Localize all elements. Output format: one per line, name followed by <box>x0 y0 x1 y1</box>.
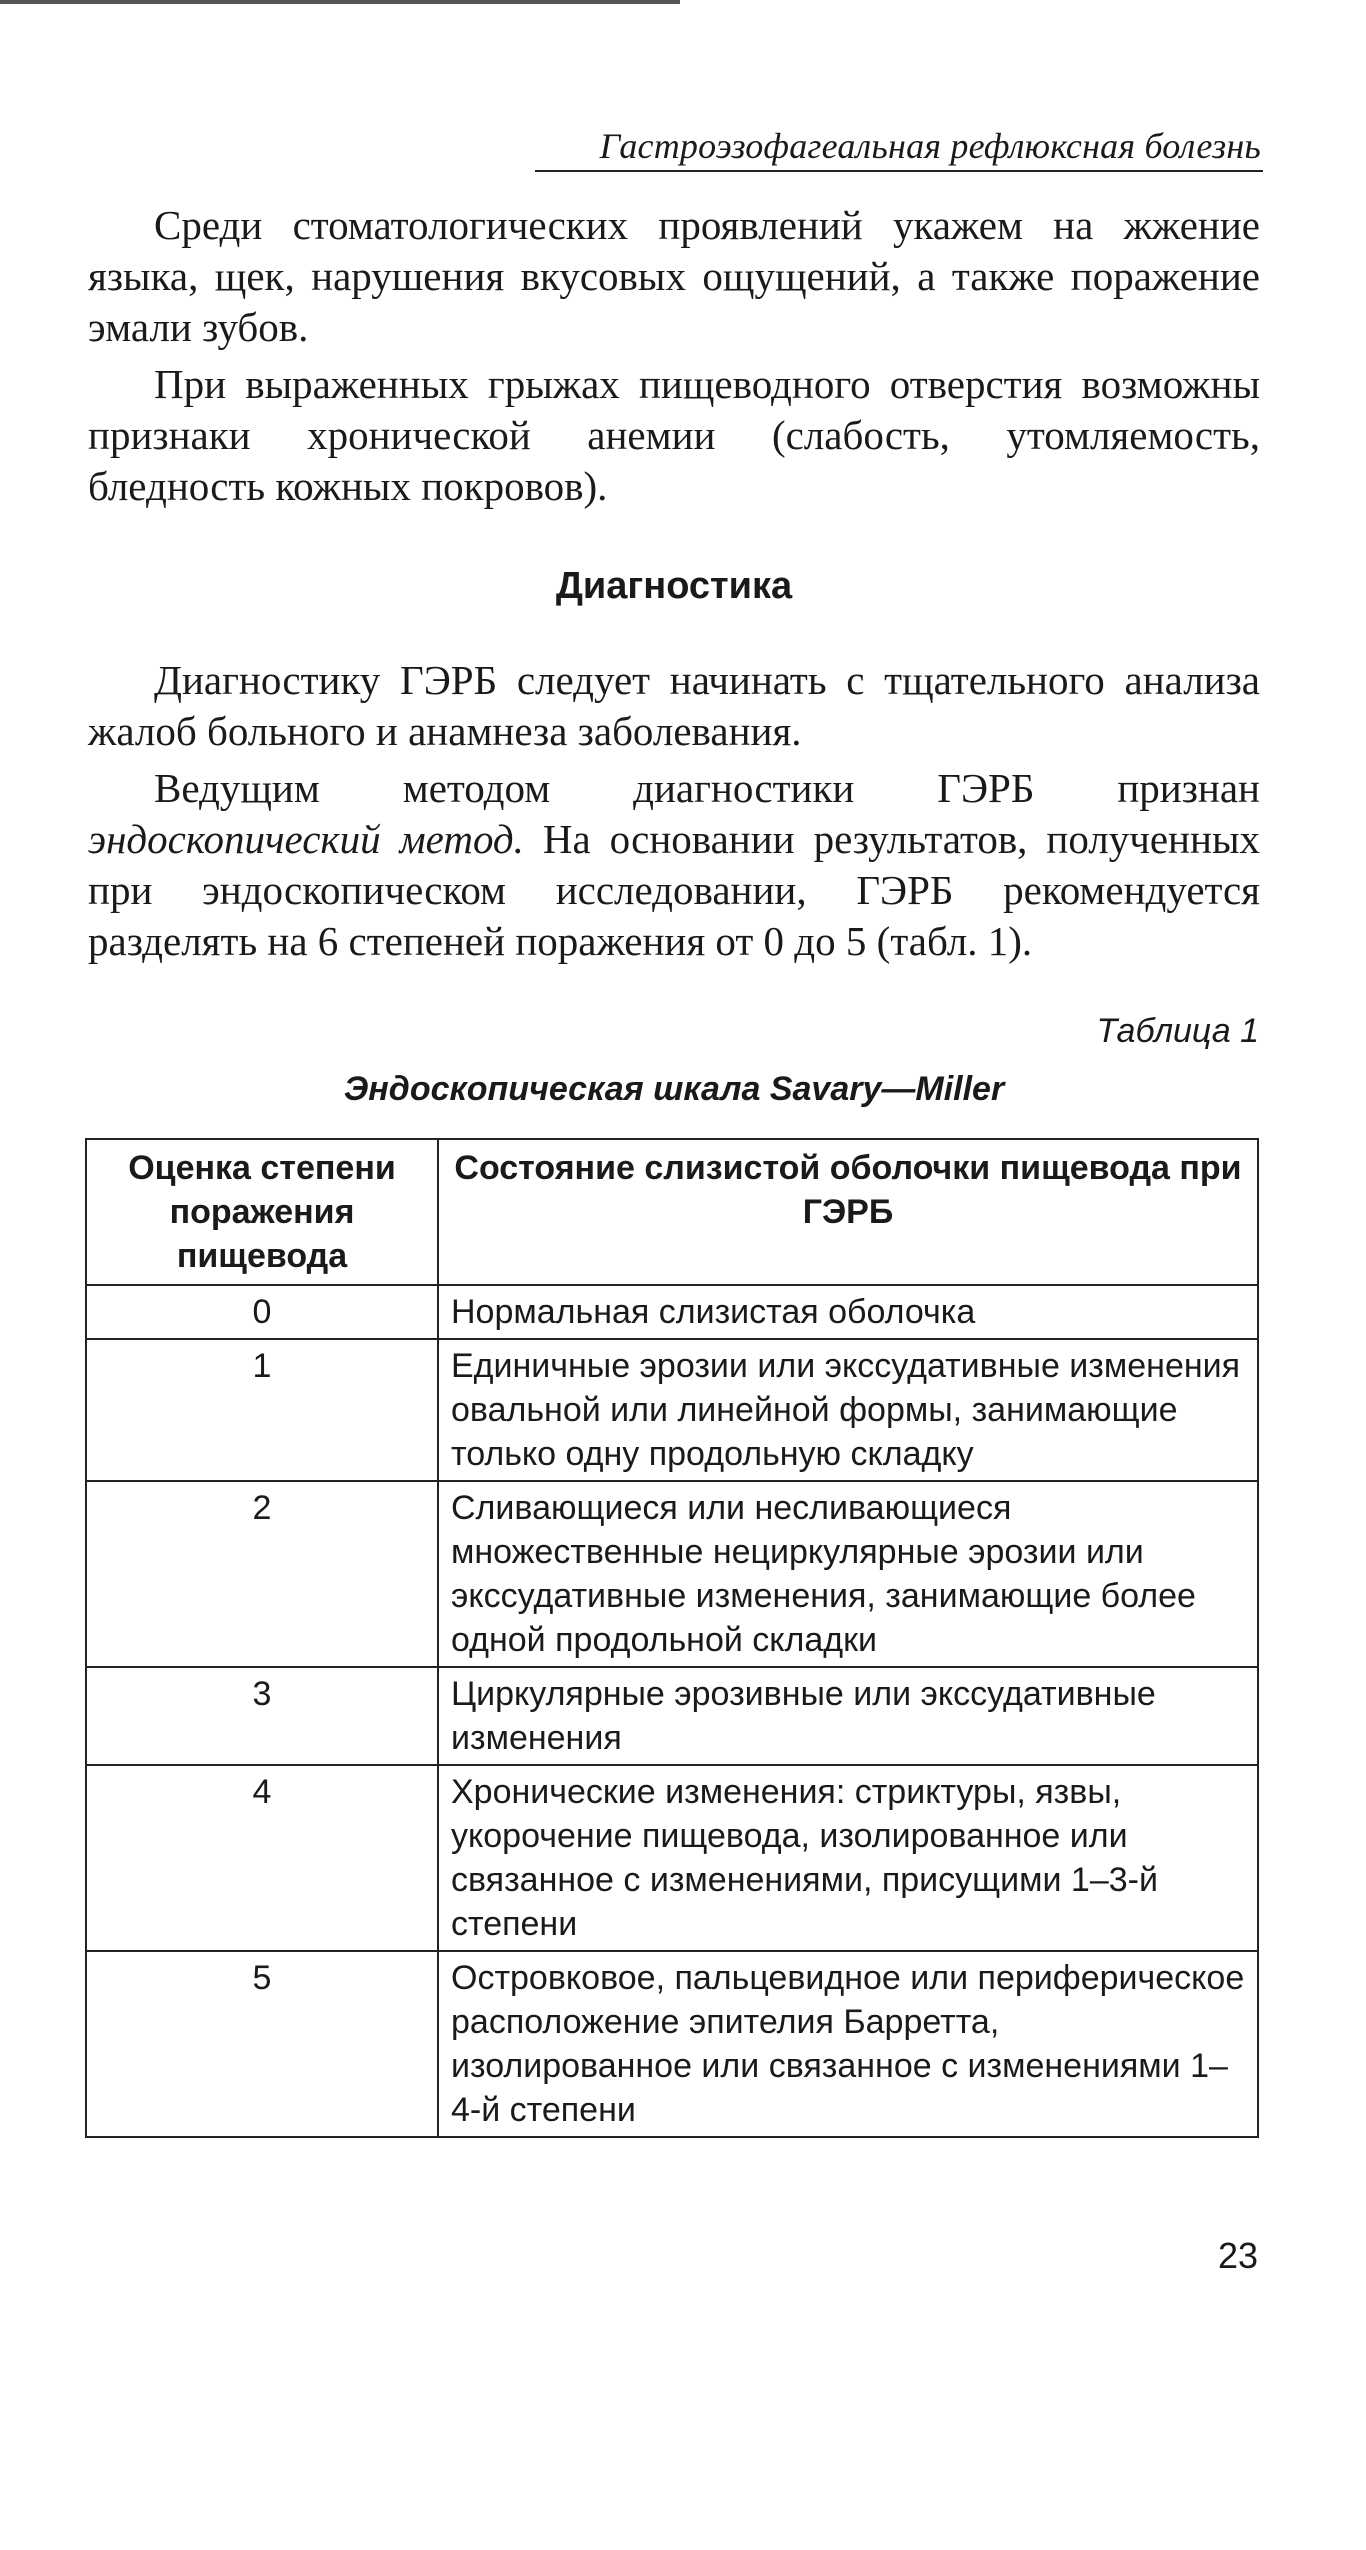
table-row <box>86 1667 1258 1765</box>
method-details-text: На основании результатов, полученных при эндоскопическом исследовании, ГЭРБ рекомендуется разделять на 6 степеней поражения от 0 до 5 (табл. 1). <box>88 816 1260 964</box>
description-cell: Сливающиеся или несливающиеся множественные нециркулярные эрозии или экссудативные изменения, занимающие более одной продольной складки <box>438 1481 1258 1667</box>
running-head-rule <box>535 170 1263 172</box>
table-row <box>86 1339 1258 1481</box>
diagnostics-text <box>88 655 1260 967</box>
running-head: Гастроэзофагеальная рефлюксная болезнь <box>599 126 1261 166</box>
grade-cell: 5 <box>86 1951 438 2137</box>
table-label: Таблица 1 <box>1096 1012 1259 1050</box>
table-title: Эндоскопическая шкала Savary—Miller <box>343 1070 1005 1108</box>
method-intro-text: Ведущим методом диагностики ГЭРБ признан <box>154 765 1260 811</box>
intro-text <box>88 200 1260 512</box>
savary-miller-table <box>85 1138 1259 2138</box>
grade-cell: 1 <box>86 1339 438 1481</box>
page-number: 23 <box>1217 2235 1258 2276</box>
description-cell: Хронические изменения: стриктуры, язвы, укорочение пищевода, изолированное или связанное с изменениями, присущими 1–3-й степени <box>438 1765 1258 1951</box>
grade-cell: 3 <box>86 1667 438 1765</box>
paragraph-diagnostics-start: Диагностику ГЭРБ следует начинать с тщательного анализа жалоб больного и анамнеза заболевания. <box>88 657 1260 754</box>
grade-cell: 0 <box>86 1285 438 1339</box>
table-row <box>86 1951 1258 2137</box>
table-row <box>86 1481 1258 1667</box>
description-cell: Циркулярные эрозивные или экссудативные изменения <box>438 1667 1258 1765</box>
description-cell: Островковое, пальцевидное или периферическое расположение эпителия Барретта, изолированное или связанное с изменениями 1–4-й степени <box>438 1951 1258 2137</box>
header-grade: Оценка степени поражения пищевода <box>86 1139 438 1285</box>
section-heading: Диагностика <box>555 565 793 607</box>
description-cell: Нормальная слизистая оболочка <box>438 1285 1258 1339</box>
paragraph-endoscopic-method <box>88 763 1260 967</box>
table-header-row <box>86 1139 1258 1285</box>
grade-cell: 4 <box>86 1765 438 1951</box>
table-row <box>86 1765 1258 1951</box>
paragraph-anemia: При выраженных грыжах пищеводного отверстия возможны признаки хронической анемии (слабость, утомляемость, бледность кожных покровов). <box>88 361 1260 509</box>
table-row <box>86 1285 1258 1339</box>
description-cell: Единичные эрозии или экссудативные изменения овальной или линейной формы, занимающие только одну продольную складку <box>438 1339 1258 1481</box>
method-emphasis: эндоскопический метод. <box>88 816 524 862</box>
top-rule <box>0 0 680 4</box>
header-description: Состояние слизистой оболочки пищевода при ГЭРБ <box>438 1139 1258 1285</box>
paragraph-dental: Среди стоматологических проявлений укажем на жжение языка, щек, нарушения вкусовых ощущений, а также поражение эмали зубов. <box>88 202 1260 350</box>
grade-cell: 2 <box>86 1481 438 1667</box>
